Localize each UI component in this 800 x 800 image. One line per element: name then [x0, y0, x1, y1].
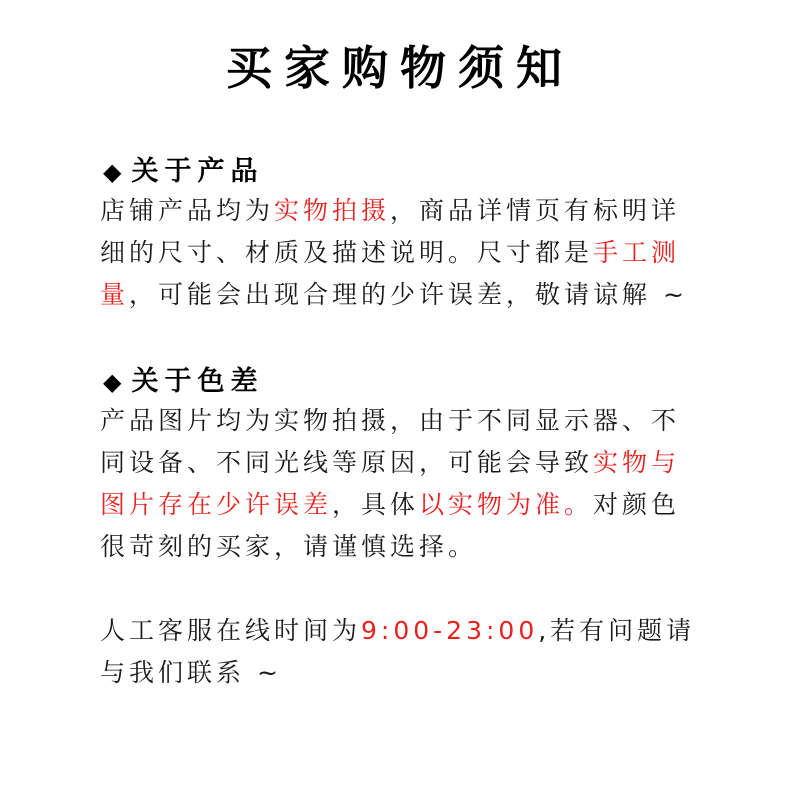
- highlight-text: 实物拍摄: [274, 196, 391, 225]
- body-line: [100, 274, 700, 316]
- text-run: ，可能会出现合理的少许误差，敬请谅解 ~: [129, 280, 688, 309]
- highlight-text: 以实物为准。: [419, 490, 594, 519]
- page-title: 买家购物须知: [226, 41, 574, 95]
- diamond-bullet-icon: ◆: [103, 368, 122, 396]
- text-run: 对颜色: [593, 490, 681, 519]
- text-run: 同设备、不同光线等原因，可能会导致: [100, 448, 594, 477]
- body-line: [100, 484, 700, 526]
- body-line: [100, 610, 700, 652]
- highlight-text: 实物与: [593, 448, 681, 477]
- text-run: 细的尺寸、材质及描述说明。尺寸都是: [100, 238, 594, 267]
- body-line: [100, 526, 700, 568]
- section-heading-label: 关于色差: [131, 366, 264, 397]
- text-run: 很苛刻的买家，请谨慎选择。: [100, 532, 478, 561]
- service-hours-value: 9:00-23:00: [361, 616, 539, 645]
- highlight-text: 手工测: [593, 238, 681, 267]
- section-body-product: [100, 190, 700, 316]
- section-heading-color-difference: [103, 366, 263, 398]
- section-heading-product: [103, 156, 263, 188]
- text-run: ，商品详情页有标明详: [390, 196, 681, 225]
- highlight-text: 图片存在少许误差: [100, 490, 333, 519]
- text-run: 产品图片均为实物拍摄，由于不同显示器、不: [100, 406, 681, 435]
- text-run: ,若有问题请: [538, 616, 696, 645]
- text-run: 店铺产品均为: [100, 196, 275, 225]
- body-line: [100, 442, 700, 484]
- body-line: [100, 652, 700, 694]
- highlight-text: 量: [100, 280, 130, 309]
- diamond-bullet-icon: ◆: [103, 158, 122, 186]
- text-run: 与我们联系 ~: [100, 658, 282, 687]
- section-heading-label: 关于产品: [131, 156, 264, 187]
- text-run: 人工客服在线时间为: [100, 616, 362, 645]
- body-line: [100, 400, 700, 442]
- body-line: [100, 232, 700, 274]
- section-body-color-difference: [100, 400, 700, 568]
- text-run: ，具体: [332, 490, 420, 519]
- body-line: [100, 190, 700, 232]
- service-hours-note: [100, 610, 700, 694]
